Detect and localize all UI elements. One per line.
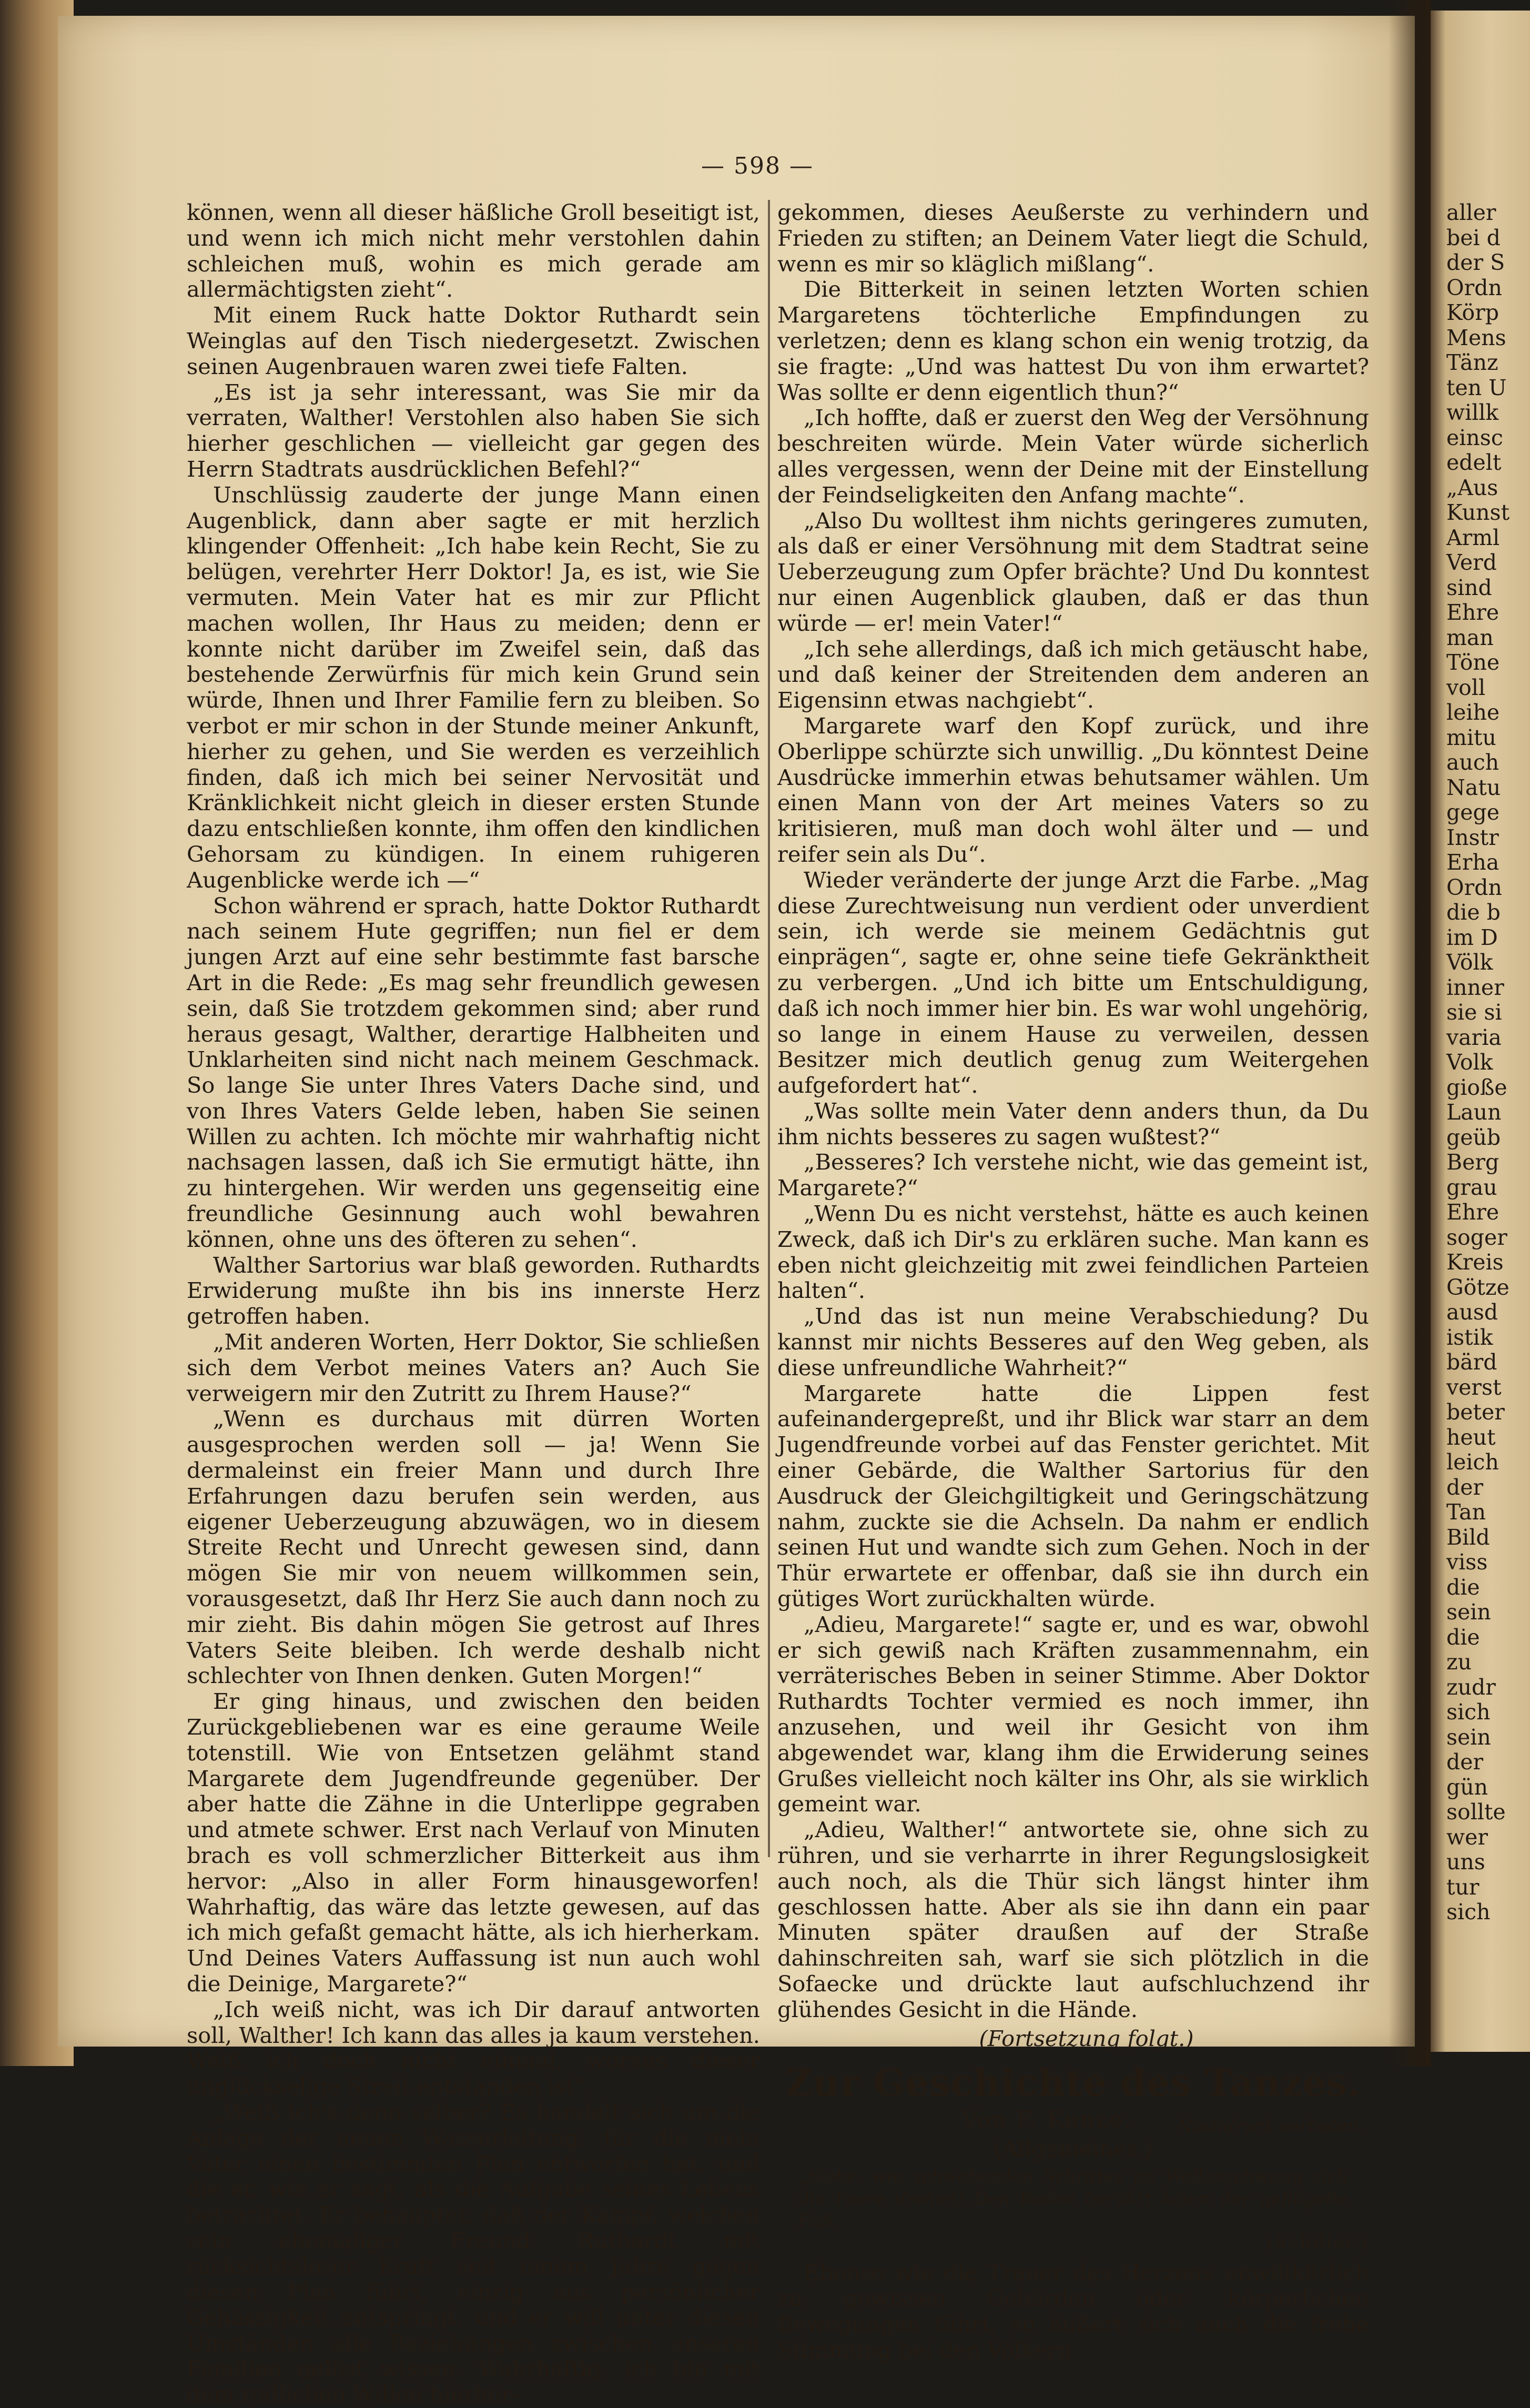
adjacent-page-word: sich — [1446, 1899, 1491, 1925]
adjacent-page-word: die b — [1446, 900, 1501, 925]
adjacent-page-word: die — [1446, 1574, 1480, 1600]
adjacent-page-word: Erha — [1446, 850, 1499, 875]
middle-paragraph: Wieder veränderte der junge Arzt die Farbe. „Mag diese Zurechtweisung nun verdient oder unverdient sein, ich werde sie meinem Gedächtnis gut einprägen“, sagte er, ohne seine tiefe Gekränktheit zu verbergen. „Und ich bitte um Entschuldigung, daß ich noch immer hier bin. Es war wohl ungehörig, so lange in einem Hause zu verweilen, dessen Besitzer mich deutlich genug zum Weitergehen aufgefordert hat“. — [777, 867, 1369, 1099]
adjacent-page-word: voll — [1446, 674, 1486, 700]
adjacent-page-word: Töne — [1446, 650, 1500, 675]
middle-paragraph: „Was sollte mein Vater denn anders thun, da Du ihm nichts besseres zu sagen wußtest?“ — [777, 1097, 1369, 1150]
epigraph: „Siehe, wie schwebenden Schrittes im Wellenschwung sich die Paare drehen! Den Boden berührt kaum der geflügelte Fuß. — [798, 2166, 1348, 2231]
gutter-shadow — [1389, 0, 1431, 2066]
continued-note: (Fortsetzung folgt.) — [979, 2025, 1194, 2051]
adjacent-page-word: gün — [1446, 1774, 1488, 1800]
adjacent-page-word: gioße — [1446, 1074, 1507, 1100]
left-paragraph: Mit einem Ruck hatte Doktor Ruthardt sein Weinglas auf den Tisch niedergesetzt. Zwischen seinen Augenbrauen waren zwei tiefe Falten. — [187, 302, 760, 379]
article-author: Von F. Kunze. — [961, 2107, 1133, 2133]
epigraph-source: (Schiller.) — [1266, 2232, 1369, 2253]
adjacent-page-word: inner — [1446, 974, 1504, 1000]
left-paragraph: Unschlüssig zauderte der junge Mann einen Augenblick, dann aber sagte er mit herzlich klingender Offenheit: „Ich habe kein Recht, Sie zu belügen, verehrter Herr Doktor! Ja, es ist, wie Sie vermuten. Mein Vater hat es mir zur Pflicht machen wollen, Ihr Haus zu meiden; denn er konnte nicht darüber im Zweifel sein, daß das bestehende Zerwürfnis für mich kein Grund sein würde, Ihnen und Ihrer Familie fern zu bleiben. So verbot er mir schon in der Stunde meiner Ankunft, hierher zu gehen, und Sie werden es verzeihlich finden, daß ich mich bei seiner Nervosität und Kränklichkeit nicht gleich in dieser ersten Stunde dazu entschließen konnte, ihm offen den kindlichen Gehorsam zu kündigen. In einem ruhigeren Augenblicke werde ich —“ — [187, 481, 760, 893]
article-title: Zur Geschichte des Tanzes. — [785, 2061, 1361, 2105]
middle-paragraph: „Adieu, Margarete!“ sagte er, und es war, obwohl er sich gewiß nach Kräften zusammennahm, ein verräterisches Beben in seiner Stimme. Aber Doktor Ruthardts Tochter vermied es noch immer, ihn anzusehen, und weil ihr Gesicht von ihm abgewendet war, klang ihm die Erwiderung seines Grußes vielleicht noch kälter ins Ohr, als sie wirklich gemeint war. — [777, 1611, 1369, 1817]
adjacent-page-word: uns — [1446, 1849, 1485, 1875]
left-paragraph: „Weiß ich's denn selber? Es handelt sich um die Anlage der neuen Wasserleitung, für die mein Vater einen bestimmten Plan entworfen hat, und die er, wie er sagt, als die Aufgabe seines Lebens betrachtet. Er behauptet, daß der Kampf, welchen sein ehemaliger Freund Ruthardt mit rücksichtsloser Kraft seit einem Jahre gegen diesen Plan führt, einzig aus persönlicher Gehässigkeit entspringt, und er will unter diesen Umständen alle Beziehungen zwischen unseren Familien gelöst wissen. Wahrhaftig, ich bin mit dem redlichen Willen hierher- — [187, 2099, 760, 2407]
left-paragraph: Walther Sartorius war blaß geworden. Ruthardts Erwiderung mußte ihn bis ins innerste Herz getroffen haben. — [187, 1252, 760, 1329]
adjacent-page-word: aller — [1446, 200, 1496, 225]
middle-paragraph: „Und das ist nun meine Verabschiedung? Du kannst mir nichts Besseres auf den Weg geben, als diese unfreundliche Wahrheit?“ — [777, 1303, 1369, 1381]
middle-text-column — [777, 200, 1369, 2363]
adjacent-page-word: edelt — [1446, 450, 1502, 475]
left-paragraph: „Mit anderen Worten, Herr Doktor, Sie schließen sich dem Verbot meines Vaters an? Auch Sie verweigern mir den Zutritt zu Ihrem Hause?“ — [187, 1329, 760, 1406]
adjacent-page-word: viss — [1446, 1549, 1488, 1575]
adjacent-page-word: einsc — [1446, 425, 1503, 450]
adjacent-page-word: willk — [1446, 400, 1499, 425]
adjacent-page-word: leihe — [1446, 700, 1500, 725]
adjacent-page-word: der — [1446, 1749, 1484, 1775]
adjacent-page-word: ausd — [1446, 1299, 1498, 1325]
left-paragraph: „Ich weiß nicht, was ich Dir darauf antworten soll, Walther! Ich kann das alles ja kaum verstehen. Weiß ich doch nicht einmal, woraus dieser unglückselige Streit entstanden ist“. — [187, 1996, 760, 2100]
adjacent-page-word: zudr — [1446, 1674, 1496, 1700]
adjacent-page-word: sich — [1446, 1699, 1491, 1725]
adjacent-page-word: sein — [1446, 1599, 1491, 1625]
article-body-paragraph: Ebenso wie die Trauer des Herzens unwillkürlich zu gewissen Gebärden oder körperlichen Bewegungen führt, so äußert sich auch die frohe Stimmung bei den Völkern — [777, 2260, 1369, 2363]
adjacent-page-word: Instr — [1446, 824, 1499, 850]
left-paragraph: Er ging hinaus, und zwischen den beiden Zurückgebliebenen war es eine geraume Weile totenstill. Wie von Entsetzen gelähmt stand Margarete dem Jugendfreunde gegenüber. Der aber hatte die Zähne in die Unterlippe gegraben und atmete schwer. Erst nach Verlauf von Minuten brach es voll schmerzlicher Bitterkeit aus ihm hervor: „Also in aller Form hinausgeworfen! Wahrhaftig, das wäre das letzte gewesen, auf das ich mich gefaßt gemacht hätte, als ich hierherkam. Und Deines Vaters Auffassung ist nun auch wohl die Deinige, Margarete?“ — [187, 1688, 760, 1997]
adjacent-page-word: im D — [1446, 924, 1498, 950]
adjacent-page-word: Berg — [1446, 1150, 1499, 1175]
adjacent-page-word: heut — [1446, 1424, 1496, 1450]
middle-paragraph: gekommen, dieses Aeußerste zu verhindern und Frieden zu stiften; an Deinem Vater liegt die Schuld, wenn es mir so kläglich mißlang“. — [777, 199, 1369, 277]
adjacent-page-word: Laun — [1446, 1100, 1502, 1125]
adjacent-page-word: Ordn — [1446, 275, 1502, 300]
adjacent-page-word: Kreis — [1446, 1250, 1504, 1275]
page-number: — 598 — — [701, 153, 814, 179]
adjacent-page-word: Tänz — [1446, 350, 1498, 375]
adjacent-page-word: auch — [1446, 750, 1499, 775]
left-paragraph: „Es ist ja sehr interessant, was Sie mir da verraten, Walther! Verstohlen also haben Sie sich hierher geschlichen — vielleicht gar gegen des Herrn Stadtrats ausdrücklichen Befehl?“ — [187, 379, 760, 482]
byline-row — [777, 2107, 1369, 2137]
left-paragraph: Schon während er sprach, hatte Doktor Ruthardt nach seinem Hute gegriffen; nun fiel er dem jungen Arzt auf eine sehr bestimmte fast barsche Art in die Rede: „Es mag sehr freundlich gewesen sein, daß Sie trotzdem gekommen sind; aber rund heraus gesagt, Walther, derartige Halbheiten und Unklarheiten sind nicht nach meinem Geschmack. So lange Sie unter Ihres Vaters Dache sind, und von Ihres Vaters Gelde leben, haben Sie seinen Willen zu achten. Ich möchte mir wahrhaftig nicht nachsagen lassen, daß ich Sie ermutigt hätte, ihn zu hintergehen. Wir werden uns gegenseitig eine freundliche Gesinnung auch wohl bewahren können, ohne uns des öfteren zu sehen“. — [187, 892, 760, 1252]
adjacent-page-word: man — [1446, 624, 1494, 650]
adjacent-page-word: Kunst — [1446, 500, 1510, 525]
left-paragraph: „Wenn es durchaus mit dürren Worten ausgesprochen werden soll — ja! Wenn Sie dermaleinst ein freier Mann und durch Ihre Erfahrungen dazu berufen sein werden, aus eigener Ueberzeugung abzuwägen, wo in diesem Streite Recht und Unrecht gewesen sind, dann mögen Sie mir von neuem willkommen sein, vorausgesetzt, daß Ihr Herz Sie auch dann noch zu mir zieht. Bis dahin mögen Sie getrost auf Ihres Vaters Seite bleiben. Ich werde deshalb nicht schlechter von Ihnen denken. Guten Morgen!“ — [187, 1406, 760, 1689]
adjacent-page-word: bei d — [1446, 225, 1501, 250]
adjacent-page-word: Arml — [1446, 525, 1500, 550]
story-continuation — [777, 200, 1369, 2023]
adjacent-page-word: Ehre — [1446, 1200, 1499, 1225]
adjacent-page-word: istik — [1446, 1324, 1493, 1350]
adjacent-page-word: der — [1446, 1474, 1484, 1500]
adjacent-page-word: tur — [1446, 1874, 1480, 1900]
adjacent-page-word: Körp — [1446, 300, 1499, 325]
adjacent-page-word: sollte — [1446, 1799, 1506, 1825]
adjacent-page-word: sie si — [1446, 1000, 1502, 1025]
middle-paragraph: „Also Du wolltest ihm nichts geringeres zumuten, als daß er einer Versöhnung mit dem Stadtrat seine Ueberzeugung zum Opfer brächte? Und Du konntest nur einen Augenblick glauben, daß er das thun würde — er! mein Vater!“ — [777, 507, 1369, 636]
adjacent-page-word: Götze — [1446, 1274, 1509, 1300]
adjacent-page-word: Tan — [1446, 1499, 1486, 1525]
adjacent-page-word: varia — [1446, 1024, 1502, 1050]
left-paragraph: können, wenn all dieser häßliche Groll beseitigt ist, und wenn ich mich nicht mehr verstohlen dahin schleichen muß, wohin es mich gerade am allermächtigsten zieht“. — [187, 199, 760, 303]
middle-paragraph: Margarete hatte die Lippen fest aufeinandergepreßt, und ihr Blick war starr an dem Jugendfreunde vorbei auf das Fenster gerichtet. Mit einer Gebärde, die Walther Sartorius für den Ausdruck der Gleichgiltigkeit und Geringschätzung nahm, zuckte sie die Achseln. Da nahm er endlich seinen Hut und wandte sich zum Gehen. Noch in der Thür erwartete er offenbar, daß sie ihn durch ein gütiges Wort zurückhalten würde. — [777, 1380, 1369, 1612]
adjacent-page-word: beter — [1446, 1399, 1505, 1425]
middle-paragraph: „Adieu, Walther!“ antwortete sie, ohne sich zu rühren, und sie verharrte in ihrer Regungslosigkeit auch noch, als die Thür sich längst hinter ihm geschlossen hatte. Aber als sie ihn dann ein paar Minuten später draußen auf der Straße dahinschreiten sah, warf sie sich plötzlich in die Sofaecke und drückte laut aufschluchzend ihr glühendes Gesicht in die Hände. — [777, 1817, 1369, 2022]
adjacent-page-word: bärd — [1446, 1349, 1497, 1375]
adjacent-page-word: Ehre — [1446, 600, 1499, 625]
middle-paragraph: „Wenn Du es nicht verstehst, hätte es auch keinen Zweck, daß ich Dir's zu erklären suche. Man kann es eben nicht gleichzeitig mit zwei feindlichen Parteien halten“. — [777, 1201, 1369, 1304]
adjacent-page-word: zu — [1446, 1649, 1472, 1675]
section-heading: (Allgemeines.) — [994, 2136, 1153, 2162]
middle-paragraph: „Ich hoffte, daß er zuerst den Weg der Versöhnung beschreiten würde. Mein Vater würde sicherlich alles vergessen, wenn der Deine mit der Einstellung der Feindseligkeiten den Anfang machte“. — [777, 405, 1369, 508]
adjacent-page-word: sind — [1446, 575, 1492, 600]
middle-paragraph: Die Bitterkeit in seinen letzten Worten schien Margaretens töchterliche Empfindungen zu verletzen; denn es klang schon ein wenig trotzig, da sie fragte: „Und was hattest Du von ihm erwartet? Was sollte er denn eigentlich thun?“ — [777, 276, 1369, 405]
column-divider — [768, 200, 770, 1857]
adjacent-page-word: Natu — [1446, 774, 1501, 800]
adjacent-page-word: sein — [1446, 1724, 1491, 1750]
adjacent-page-word: Volk — [1446, 1050, 1493, 1075]
middle-paragraph: „Ich sehe allerdings, daß ich mich getäuscht habe, und daß keiner der Streitenden dem anderen an Eigensinn etwas nachgiebt“. — [777, 636, 1369, 713]
adjacent-page-word: der S — [1446, 250, 1505, 275]
adjacent-page-word: mitu — [1446, 724, 1496, 750]
adjacent-page-word: geüb — [1446, 1124, 1501, 1150]
adjacent-page-word: soger — [1446, 1224, 1507, 1250]
middle-paragraph: „Besseres? Ich verstehe nicht, wie das gemeint ist, Margarete?“ — [777, 1149, 1369, 1201]
left-text-column — [187, 200, 760, 2408]
adjacent-page-word: Ordn — [1446, 874, 1502, 900]
adjacent-page-word: Bild — [1446, 1524, 1490, 1550]
adjacent-page-word: grau — [1446, 1174, 1497, 1200]
middle-paragraph: Margarete warf den Kopf zurück, und ihre Oberlippe schürzte sich unwillig. „Du könntest Deine Ausdrücke immerhin etwas behutsamer wählen. Um einen Mann von der Art meines Vaters so zu kritisieren, muß man doch wohl älter und — und reifer sein als Du“. — [777, 712, 1369, 867]
adjacent-page-word: die — [1446, 1624, 1480, 1650]
adjacent-page-word: Völk — [1446, 950, 1493, 975]
adjacent-page-word: Mens — [1446, 325, 1506, 350]
adjacent-page-fragment — [1431, 11, 1530, 2052]
adjacent-page-word: verst — [1446, 1374, 1502, 1400]
adjacent-page-word: „Aus — [1446, 475, 1498, 500]
adjacent-page-word: Verd — [1446, 550, 1497, 575]
adjacent-page-word: wer — [1446, 1824, 1488, 1850]
adjacent-page-word: leich — [1446, 1449, 1499, 1475]
adjacent-page-word: gege — [1446, 800, 1500, 825]
rights-notice: Nachdruck verboten. — [1177, 2115, 1364, 2137]
adjacent-page-word: ten U — [1446, 375, 1507, 400]
